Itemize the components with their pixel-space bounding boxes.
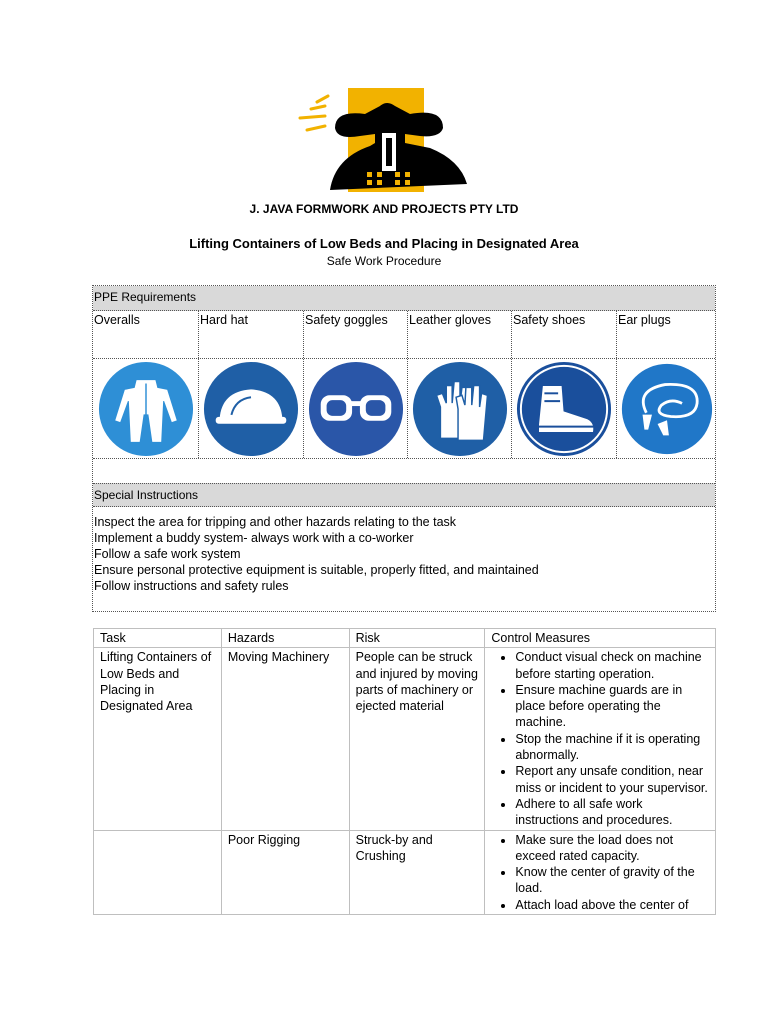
risk-cell: Struck-by and Crushing (349, 830, 485, 914)
control-item: • Stop the machine if it is operating abnormally. (515, 731, 709, 764)
hazard-cell: Poor Rigging (221, 830, 349, 914)
ppe-label-ear-plugs: Ear plugs (618, 313, 671, 327)
risk-cell: People can be struck and injured by moving parts of machinery or ejected material (349, 648, 485, 830)
document-title: Lifting Containers of Low Beds and Placing in Designated Area (189, 236, 579, 251)
control-item: • Make sure the load does not exceed rated capacity. (515, 832, 709, 865)
control-item: • Report any unsafe condition, near miss or incident to your supervisor. (515, 763, 709, 796)
header-risk: Risk (349, 629, 485, 648)
ppe-label-leather-gloves: Leather gloves (408, 311, 512, 358)
hard-hat-icon (202, 360, 300, 458)
control-item: • Ensure machine guards are in place before operating the machine. (515, 682, 709, 731)
gloves-icon (411, 360, 509, 458)
safety-goggles-icon (307, 360, 405, 458)
ppe-heading: PPE Requirements (93, 286, 715, 311)
table-row (94, 830, 716, 914)
instruction-line: Ensure personal protective equipment is suitable, properly fitted, and maintained (94, 563, 539, 577)
header-hazards: Hazards (221, 629, 349, 648)
control-item: • Adhere to all safe work instructions and procedures. (515, 796, 709, 829)
instruction-line: Inspect the area for tripping and other hazards relating to the task (94, 515, 457, 529)
ppe-label-safety-shoes: Safety shoes (512, 311, 617, 358)
ppe-label-hard-hat: Hard hat (199, 311, 304, 358)
document-subtitle: Safe Work Procedure (326, 254, 442, 268)
instruction-line: Follow a safe work system (94, 547, 241, 561)
overalls-icon (97, 360, 195, 458)
instruction-line: Implement a buddy system- always work with a co-worker (94, 531, 414, 545)
ear-plugs-icon (620, 362, 714, 456)
company-logo (295, 88, 475, 198)
ppe-label-overalls: Overalls (93, 311, 199, 358)
instruction-line: Follow instructions and safety rules (94, 579, 289, 593)
controls-cell (485, 648, 716, 830)
header-task: Task (94, 629, 222, 648)
task-cell (94, 830, 222, 914)
control-item: • Know the center of gravity of the load. (515, 864, 709, 897)
ppe-label-safety-goggles: Safety goggles (304, 311, 408, 358)
safety-boot-icon (515, 360, 613, 458)
controls-cell (485, 830, 716, 914)
special-instructions-heading: Special Instructions (93, 483, 715, 507)
special-instructions-list (93, 514, 715, 594)
table-row (94, 648, 716, 830)
control-item: • Conduct visual check on machine before starting operation. (515, 649, 709, 682)
company-name: J. JAVA FORMWORK AND PROJECTS PTY LTD (249, 202, 519, 216)
task-cell: Lifting Containers of Low Beds and Placing in Designated Area (94, 648, 222, 830)
hazard-cell: Moving Machinery (221, 648, 349, 830)
control-item: • Attach load above the center of (515, 897, 709, 913)
header-control-measures: Control Measures (485, 629, 716, 648)
risk-assessment-table (93, 628, 716, 915)
ppe-labels-row (93, 311, 715, 359)
table-header-row (94, 629, 716, 648)
ppe-section (92, 285, 716, 612)
ppe-icons-row (93, 359, 715, 459)
